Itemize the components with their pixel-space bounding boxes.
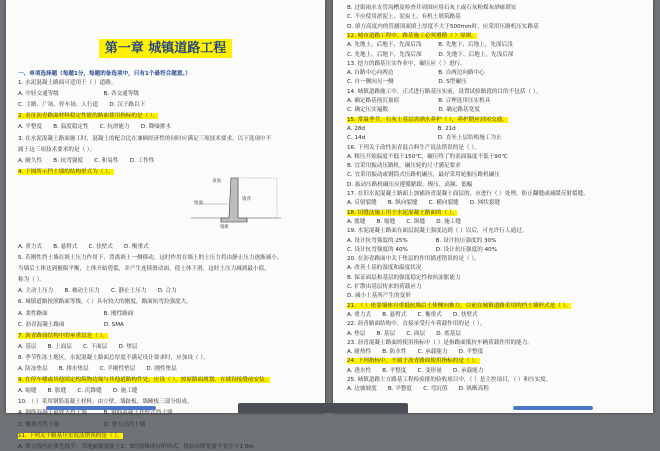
question-line: 称为（ ）。 xyxy=(18,277,45,284)
question-line: 17. 在旧水泥混凝土路面上加铺沥青混凝土面层的，应进行（ ）处理，防止翻缝或减缓反射裂缝。 xyxy=(347,191,589,197)
question-line: A. 重力式 B. 悬臂式 C. 扶壁式 D. 衡重式 xyxy=(18,243,149,250)
figure-label-wall: 墙背 xyxy=(242,197,251,202)
question-line: C. 确定压实遍数 D. 确定路基宽度 xyxy=(347,107,480,114)
question-line: B. 过街雨水支管沟槽及检查井周围应用石灰土或石灰粉煤灰砂砾填实 xyxy=(347,5,517,11)
section-heading: 一、单项选择题（每题1分，每题的备选项中，只有1个最符合题意。） xyxy=(18,71,191,77)
question-line: A. 28d B. 21d xyxy=(347,125,456,132)
question-line: 9. 在停车楼或其他固定构筑物边缘与其他道路构件处，应设（ ），按原路面规划、在铺设接缝前安装。 xyxy=(18,377,271,384)
question-line: 2. 表征沥青路面材料稳定性能的路面使用指标的是（ ）。 xyxy=(18,113,159,120)
question-line: 15. 常温季节，石灰土基层需洒水养护（ ），养护期应封闭交通。 xyxy=(347,116,508,123)
question-line: A. 自路中心向两边 B. 自两边向路中心 xyxy=(347,70,485,77)
question-line: 当墙后土体达到极限平衡，土体开始剪裂，并产生连续滑动面，使土体下滑，这时土压力减到最小值， xyxy=(18,266,270,273)
question-line: D. 减小土基所产生的变形 xyxy=(347,293,411,300)
question-line: 3. 在水泥混凝土路面施工时，混凝土的配合比在兼顾经济性的同时应满足三项技术要求，以下选项中不 xyxy=(18,135,272,142)
question-line: C. 主路、广场、停车场、人行道 D. 汉子路以下 xyxy=(18,102,146,109)
question-line: 12. 城市道路工程中，路基施工必须遵循（ ）原则。 xyxy=(347,32,477,39)
question-line: 18. 切缝法施工用于水泥混凝土路面的（ ）。 xyxy=(347,209,458,216)
question-line: 6. 城镇道路按照路面等级，（ ）具有较大的刚度，路面抗弯拉强度大。 xyxy=(18,299,192,306)
question-line: A. 边坡坡度 B. 平整度 C. 弯沉值 D. 纵断高程 xyxy=(347,386,489,393)
question-line: A. 填方段内应事先找平，当地面坡度陡于1：5时需修成台阶形式，每层台阶宽度不宜小于1.0m xyxy=(18,443,254,450)
question-line: A. 设计抗弯强度的 25% B. 设计抗压强度的 30% xyxy=(347,237,497,244)
figure-label-top: 顶面 xyxy=(212,179,221,184)
question-line: A. 主动土压力 B. 被动土压力 C. 静止土压力 D. 合力 xyxy=(18,288,177,295)
question-line: 10. （ ）采用钢筋混凝土材料，由立壁、墙趾板、墙踵板三部分组成。 xyxy=(18,399,193,406)
question-line: B. 保证面层和基层的强度稳定性和抗冻胀能力 xyxy=(347,274,461,281)
right-page xyxy=(333,0,653,413)
question-line: A. 确定路基预沉量值 B. 合理选用压实机具 xyxy=(347,98,491,104)
question-line: A. 防冻垫层 B. 排水垫层 C. 半刚性垫层 D. 刚性垫层 xyxy=(18,366,177,372)
question-line: C. 宜采用振动或钢筒式压路机碾压，最好采用轮胎压路机碾压 xyxy=(347,172,500,179)
question-line: 8. 季节性冻土地区，水泥混凝土路面总厚度不满足设计要求时，应加设（ ）。 xyxy=(18,354,209,361)
question-line: 属于这三项技术要求的是（ ）。 xyxy=(18,146,96,153)
figure-label-ground: 地面 xyxy=(194,201,203,206)
question-line: A. 改善土基的湿度和温度状况 xyxy=(347,265,422,272)
question-line: 25. 城镇道路土方路基工程检验批的验收项目中，（ ）是主控项目，（ ）和压实度。 xyxy=(347,377,552,383)
question-line: C. 不应使用淤泥土、泥炭土、有机土填筑路基 xyxy=(347,14,461,21)
left-page xyxy=(6,0,325,450)
question-line: C. 设计抗弯强度的 40% D. 设计抗压强度的 40% xyxy=(347,246,498,253)
question-line: A. 中轻交通等级 B. 各交通等级 xyxy=(18,91,139,98)
question-line: C. 自一侧向另一侧 D. S型碾压 xyxy=(347,79,467,86)
page-progress-bar xyxy=(46,406,156,410)
question-line: 11. 下列关于路基压实说法错误的是（ ）。 xyxy=(18,432,123,439)
question-line: 16. 下列关于改性沥青混合料生产说法错误的是（ ）。 xyxy=(347,144,480,151)
question-line: A. 耐久性 B. 抗弯强度 C. 和易性 D. 工作性 xyxy=(18,157,155,164)
question-line: 13. 挖方的路基压实作业中，碾压应（ ）进行。 xyxy=(347,60,466,67)
question-line: 4. 下图所示挡土墙的结构形式为（ ）。 xyxy=(18,168,114,175)
retaining-wall-diagram xyxy=(191,174,281,224)
question-line: 20. 在沥青路面中关于垫层的作用描述错误的是（ ）。 xyxy=(347,256,480,263)
question-line: 5. 若刚性挡土墙在填土压力作用下，背离填土一侧移动，这时作用在墙上的土压力将由静止压力逐渐减小， xyxy=(18,255,283,261)
chapter-title: 第一章 城镇道路工程 xyxy=(6,37,325,56)
question-line: A. 平整度 B. 温度稳定性 C. 抗滑能力 D. 降噪排水 xyxy=(18,124,172,131)
figure-label-heel: 墙趾 xyxy=(220,225,229,230)
question-line: A. 耐热性 B. 防水性 C. 承载能力 D. 平整度 xyxy=(347,349,484,356)
question-line: 19. 水泥混凝土路面在面层混凝土强度达到（ ）以后，可允许行人通过。 xyxy=(347,228,528,235)
question-line: C. 衡重式挡土墙 D. 重力式挡土墙 xyxy=(18,421,146,428)
question-line: A. 先地上、后地下，先深后浅 B. 先地下、后地上，先深后浅 xyxy=(347,42,513,49)
retaining-wall-figure xyxy=(191,174,281,224)
viewer-toolbar[interactable] xyxy=(238,403,408,413)
question-line: A. 缩缝 B. 胀缝 C. 沉降缝 D. 施工缝 xyxy=(18,388,138,395)
question-line: A. 柔性路面 B. 刚性路面 xyxy=(18,310,134,317)
question-line: D. 填方高度内的管涵顶面填土厚度不大于500mm时，应采用压路机压实路基 xyxy=(347,23,539,30)
question-line: A. 反射裂缝 B. 纵向裂缝 C. 横向裂缝 D. 网状裂缝 xyxy=(347,200,501,207)
question-line: A. 基层 B. 上面层 C. 下面层 D. 垫层 xyxy=(18,343,138,350)
question-line: B. 宜采用振动压路机，碾压轮的尺寸满足要求 xyxy=(347,163,461,170)
question-line: 21. （ ）依靠墙体自重抵抗墙后土体侧向推力，目前在城镇道路采用的挡土墙形式是（ ）。 xyxy=(347,302,571,309)
question-line: 22. 沥青路面结构中，直接承受行车荷载作用的是（ ）。 xyxy=(347,321,486,328)
question-line: 23. 沥青混凝土路面的使用指标中（ ）是指路面抵抗车辆荷载作用的能力。 xyxy=(347,339,533,346)
question-line: C. 扩散由基层传来的荷载应力 xyxy=(347,284,422,290)
question-line: C. 先地上、后地下，先浅后深 D. 先地下、后地上，先浅后深 xyxy=(347,51,514,58)
question-line: A. 垫层 B. 基层 C. 面层 D. 底基层 xyxy=(347,330,461,337)
question-line: 24. 下列指标中，不属于沥青路面使用指标的是（ ）。 xyxy=(347,358,480,365)
question-line: C. 14d D. 直至上层结构施工为止 xyxy=(347,135,502,142)
question-line: A. 透水性 B. 平整度 C. 变形量 D. 承载能力 xyxy=(347,367,484,374)
question-line: D. 振动压路机碾压应遵循紧跟、慢压、高频、低幅 xyxy=(347,181,473,188)
question-line: A. 钢筋混凝土悬臂式挡土墙 B. 钢筋混凝土扶壁式挡土墙 xyxy=(18,410,173,417)
question-line: A. 重力式 B. 悬臂式 C. 衡重式 D. 扶壁式 xyxy=(347,311,478,318)
question-line: 14. 城镇道路施工中，正式进行路基压实前，设置试验路段的目的不包括（ ）。 xyxy=(347,88,542,95)
question-line: A. 胀缝 B. 缩缝 C. 纵缝 D. 施工缝 xyxy=(347,218,461,225)
question-line: 7. 沥青路面结构中的承重层是（ ）。 xyxy=(18,332,108,339)
question-line: C. 沥青混凝土路面 D. SMA xyxy=(18,321,124,328)
question-line: A. 粗压开始温度不低于150℃，碾压终了的表面温度不低于90℃ xyxy=(347,153,508,160)
question-line: 1. 水泥混凝土路面可适用于（ ）道路。 xyxy=(18,80,117,86)
page-progress-bar xyxy=(513,406,593,410)
